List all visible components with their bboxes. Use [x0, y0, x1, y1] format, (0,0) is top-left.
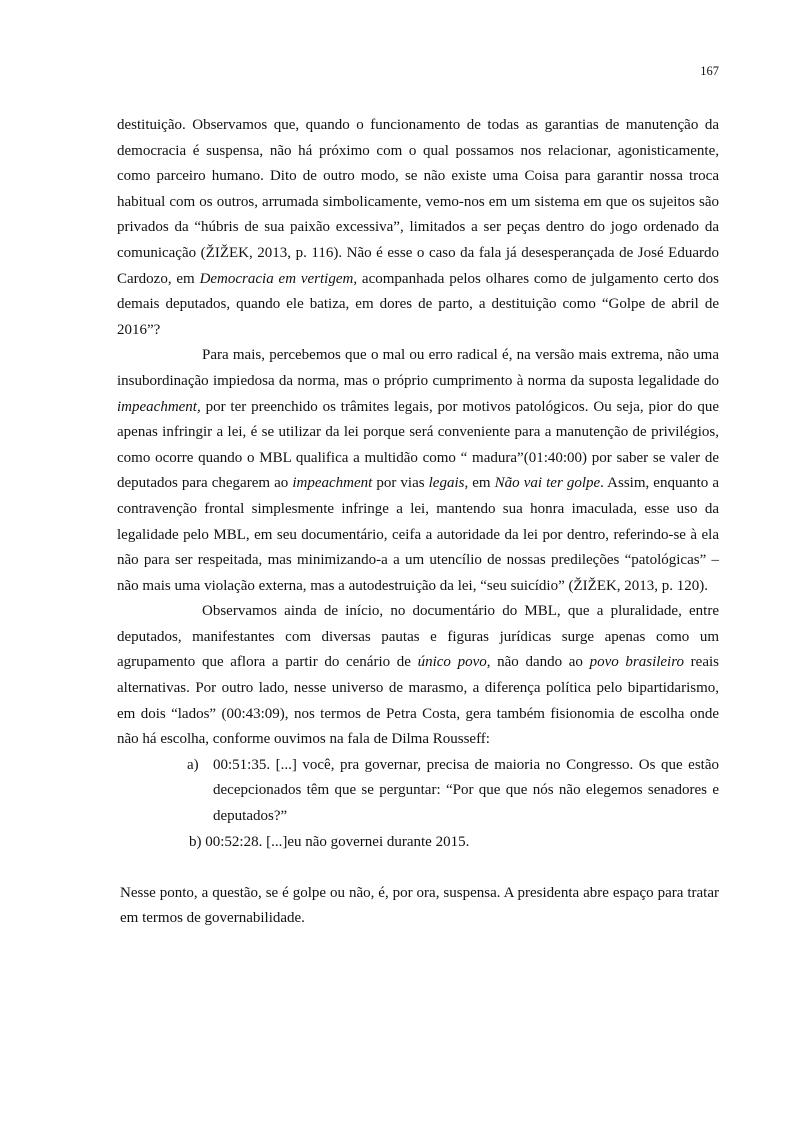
list-item: b) 00:52:28. [...]eu não governei durante 2015. — [189, 833, 470, 850]
page-number: 167 — [700, 64, 719, 78]
paragraph: Observamos ainda de início, no documentário do MBL, que a pluralidade, entre deputados, manifestantes com diversas pautas e figuras jurídicas surge apenas como um agrupamento que aflora a partir do cenário de único povo, não dando ao povo brasileiro reais alternativas. Por outro lado, nesse universo de marasmo, a diferença política pelo bipartidarismo, em dois “lados” (00:43:09), nos termos de Petra Costa, gera também fisionomia de escolha onde não há escolha, conforme ouvimos na fala de Dilma Rousseff: — [117, 603, 719, 748]
list-item: a) 00:51:35. [...] você, pra governar, precisa de maioria no Congresso. Os que estão decepcionados têm que se perguntar: “Por que que nós não elegemos senadores e deputados?” — [117, 753, 719, 830]
spacer — [117, 855, 719, 881]
document-body — [117, 113, 719, 932]
emphasis: povo brasileiro — [589, 654, 685, 671]
emphasis: impeachment, — [117, 398, 201, 415]
film-title: Democracia em vertigem — [199, 270, 354, 287]
emphasis: impeachment — [292, 475, 373, 492]
paragraph: Para mais, percebemos que o mal ou erro radical é, na versão mais extrema, não uma insubordinação impiedosa da norma, mas o próprio cumprimento à norma da suposta legalidade do impeachment, por ter preenchido os trâmites legais, por motivos patológicos. Ou seja, pior do que apenas infringir a lei, é se utilizar da lei porque será conveniente para a manutenção de privilégios, como ocorre quando o MBL qualifica a multidão como “ madura”(01:40:00) por saber se valer de deputados para chegarem ao impeachment por vias legais, em Não vai ter golpe. Assim, enquanto a contravenção frontal simplesmente infringe a lei, mantendo sua honra imaculada, esse uso da legalidade pelo MBL, em seu documentário, ceifa a autoridade da lei por dentro, referindo-se à ela não para ser respeitada, mas minimizando-a a um utencílio de nossas predileções “patológicas” – não mais uma violação externa, mas a autodestruição da lei, “seu suicídio” (ŽIŽEK, 2013, p. 120). — [117, 347, 719, 594]
quote-list — [117, 753, 719, 855]
paragraph: Nesse ponto, a questão, se é golpe ou não, é, por ora, suspensa. A presidenta abre espaço para tratar em termos de governabilidade. — [120, 884, 719, 927]
paragraph: destituição. Observamos que, quando o funcionamento de todas as garantias de manutenção da democracia é suspensa, não há próximo com o qual possamos nos relacionar, agonisticamente, como parceiro humano. Dito de outro modo, se não existe uma Coisa para garantir nossa troca habitual com os outros, arrumada simbolicamente, vemo-nos em um sistema em que os sujeitos são privados da “húbris de sua paixão excessiva”, limitados a ser peças dentro do jogo ordenado da comunicação (ŽIŽEK, 2013, p. 116). Não é esse o caso da fala já desesperançada de José Eduardo Cardozo, em Democracia em vertigem, acompanhada pelos olhares como de julgamento certo dos demais deputados, quando ele batiza, em dores de parto, a destituição como “Golpe de abril de 2016”? — [117, 117, 719, 338]
film-title: Não vai ter golpe — [494, 475, 601, 492]
emphasis: legais — [428, 475, 465, 492]
list-marker: a) — [187, 756, 199, 773]
emphasis: único povo — [417, 654, 487, 671]
